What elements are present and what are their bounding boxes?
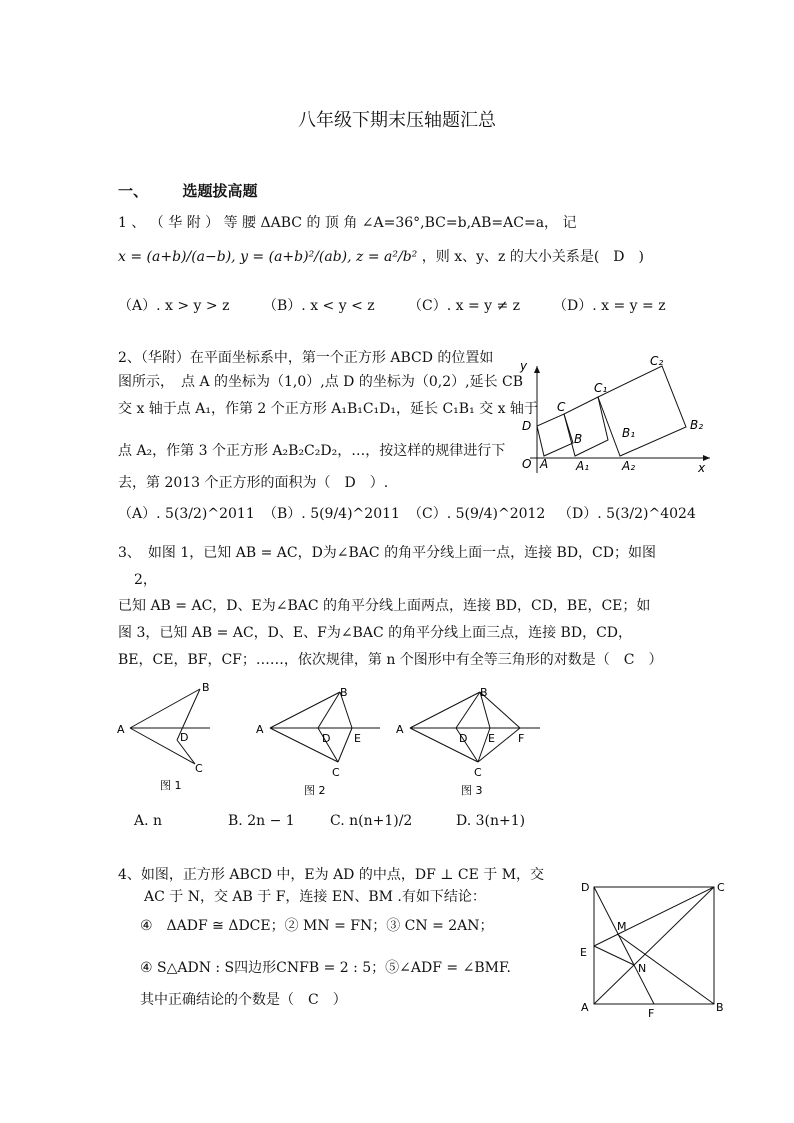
fig2-label-d: D — [322, 732, 331, 745]
q2-figure — [510, 348, 720, 476]
label-e: E — [580, 946, 587, 959]
label-a2: A₂ — [622, 459, 636, 473]
q4-line-4: ④ S△ADN : S四边形CNFB = 2 : 5；⑤∠ADF = ∠BMF. — [140, 960, 511, 976]
fig1-label-c: C — [195, 762, 203, 775]
q2-line-3: 交 x 轴于点 A₁，作第 2 个正方形 A₁B₁C₁D₁，延长 C₁B₁ 交 x 轴于 — [118, 401, 538, 417]
label-f: F — [648, 1007, 655, 1020]
label-c: C — [557, 400, 566, 414]
label-b: B — [574, 432, 583, 446]
q2-line-4: 点 A₂，作第 3 个正方形 A₂B₂C₂D₂，…，按这样的规律进行下 — [118, 443, 506, 459]
y-axis-arrow-icon — [534, 366, 540, 373]
fig3-caption: 图 3 — [461, 784, 483, 797]
label-d: D — [522, 419, 532, 433]
q3-line-1: 3、 如图 1，已知 AB = AC，D为∠BAC 的角平分线上面一点，连接 BD，CD；如图 — [118, 545, 656, 561]
label-b2: B₂ — [690, 418, 704, 432]
fig3-label-d: D — [459, 732, 468, 745]
label-b: B — [716, 1001, 724, 1014]
q4-line-5: 其中正确结论的个数是（ C ） — [140, 992, 347, 1008]
q2-line-2: 图所示， 点 A 的坐标为（1,0）,点 D 的坐标为（0,2）,延长 CB — [118, 374, 524, 390]
fig2-label-c: C — [332, 766, 340, 779]
q3-figure-3 — [396, 686, 540, 797]
diagonal-ac — [594, 887, 714, 1004]
q1-formula-line — [118, 246, 644, 266]
fig1-label-a: A — [117, 723, 125, 736]
q2-option-d: （D）. 5(3/2)^4024 — [558, 506, 696, 522]
segment-ce — [594, 887, 714, 946]
label-a1: A₁ — [576, 459, 590, 473]
q1-option-d: （D）. x = y = z — [553, 298, 666, 314]
label-c2: C₂ — [650, 354, 664, 368]
section-number: 一、 — [118, 182, 149, 200]
page-title: 八年级下期末压轴题汇总 — [298, 110, 496, 131]
q3-line-5: BE，CE，BF，CF；……，依次规律，第 n 个图形中有全等三角形的对数是（ C ） — [118, 652, 663, 668]
q3-option-c: C. n(n+1)/2 — [330, 813, 413, 829]
q1-formula: x = (a+b)/(a−b), y = (a+b)²/(ab), z = a²/b² — [118, 249, 418, 265]
q2-option-a: （A）. 5(3/2)^2011 — [118, 506, 255, 522]
q1-tail: ，则 x、y、z 的大小关系是( D ) — [421, 249, 644, 265]
fig1-label-d: D — [180, 731, 189, 744]
fig3-label-a: A — [396, 723, 404, 736]
fig2-label-a: A — [256, 723, 264, 736]
label-b1: B₁ — [622, 426, 636, 440]
q3-option-d: D. 3(n+1) — [456, 813, 526, 829]
segment-df — [594, 887, 654, 1004]
label-c1: C₁ — [594, 381, 608, 395]
fig1-caption: 图 1 — [160, 779, 182, 792]
fig2-label-e: E — [354, 732, 361, 745]
label-c: C — [717, 881, 725, 894]
label-d: D — [581, 881, 590, 894]
q2-option-b: （B）. 5(9/4)^2011 — [263, 506, 400, 522]
q4-line-1: 4、如图，正方形 ABCD 中，E为 AD 的中点，DF ⊥ CE 于 M，交 — [118, 867, 545, 883]
label-x: x — [698, 461, 706, 475]
q3-line-3: 已知 AB = AC，D、E为∠BAC 的角平分线上面两点，连接 BD，CD，BE，CE；如 — [118, 598, 651, 614]
q1-option-b: （B）. x < y < z — [263, 298, 375, 314]
label-o: O — [522, 457, 532, 471]
segment-en — [594, 946, 634, 965]
section-label: 选题拔高题 — [182, 182, 258, 200]
square-abcd — [537, 414, 573, 456]
q1-option-a: （A）. x > y > z — [118, 298, 230, 314]
q4-line-2: AC 于 N，交 AB 于 F，连接 EN、BM .有如下结论： — [144, 889, 486, 905]
fig3-label-c: C — [474, 766, 482, 779]
label-n: N — [638, 962, 647, 975]
q4-line-3: ④ ΔADF ≅ ΔDCE；② MN = FN；③ CN = 2AN； — [140, 918, 494, 934]
q1-option-c: （C）. x = y ≠ z — [408, 298, 521, 314]
fig3-label-e: E — [488, 732, 495, 745]
fig2-caption: 图 2 — [304, 784, 326, 797]
q4-figure — [574, 876, 734, 1022]
square-3 — [598, 366, 686, 456]
label-y: y — [520, 359, 528, 373]
q1-intro: 1 、 （ 华 附 ） 等 腰 ΔABC 的 顶 角 ∠A=36°,BC=b,AB=AC=a， 记 — [118, 215, 577, 231]
label-a: A — [540, 457, 549, 471]
q3-line-4: 图 3，已知 AB = AC，D、E、F为∠BAC 的角平分线上面三点，连接 BD，CD， — [118, 625, 633, 641]
q3-figure-2 — [256, 686, 380, 797]
q2-option-c: （C）. 5(9/4)^2012 — [408, 506, 546, 522]
q2-line-5: 去，第 2013 个正方形的面积为（ D ）. — [118, 475, 389, 491]
label-m: M — [617, 920, 627, 933]
q3-figure-1 — [117, 681, 210, 792]
q3-option-a: A. n — [134, 813, 163, 829]
label-a: A — [581, 1001, 589, 1014]
q3-figures — [110, 678, 550, 802]
q2-line-1: 2、（华附）在平面坐标系中，第一个正方形 ABCD 的位置如 — [118, 350, 494, 366]
fig1-label-b: B — [202, 681, 210, 694]
fig3-label-f: F — [518, 732, 525, 745]
q3-line-2: 2， — [134, 572, 157, 588]
fig3-label-b: B — [480, 686, 488, 699]
segment-bm — [617, 934, 714, 1004]
section-heading — [118, 180, 258, 201]
fig2-label-b: B — [340, 686, 348, 699]
q3-option-b: B. 2n − 1 — [228, 813, 295, 829]
